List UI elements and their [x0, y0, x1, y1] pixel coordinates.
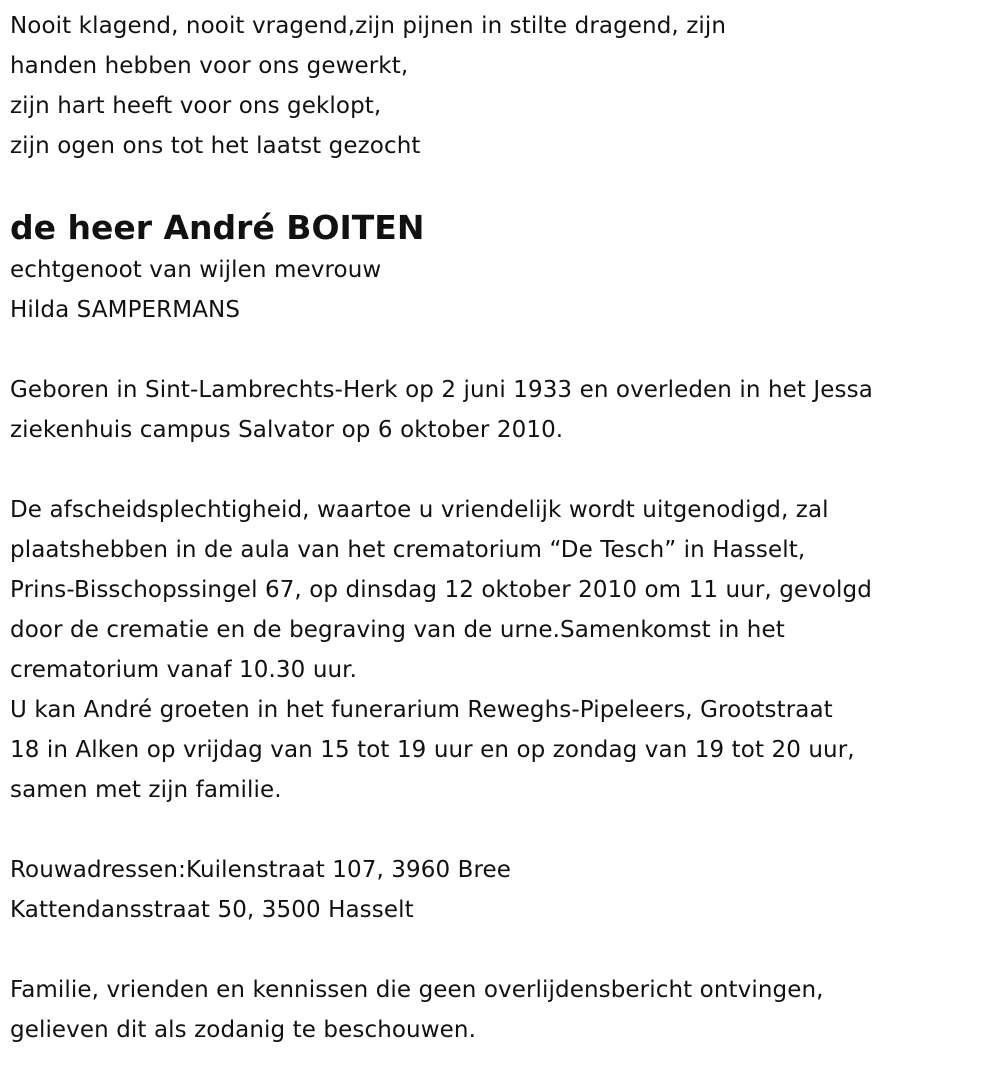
poem-line: handen hebben voor ons gewerkt, [10, 53, 409, 79]
poem-line: Nooit klagend, nooit vragend,zijn pijnen in stilte dragend, zijn [10, 13, 727, 39]
paragraph-line: door de crematie en de begraving van de urne.Samenkomst in het [10, 617, 785, 643]
relation-line: Hilda SAMPERMANS [10, 297, 241, 323]
poem-line: zijn hart heeft voor ons geklopt, [10, 93, 382, 119]
relation-line: echtgenoot van wijlen mevrouw [10, 257, 382, 283]
address-line: Kattendansstraat 50, 3500 Hasselt [10, 897, 414, 923]
obituary-notice [10, 6, 995, 1050]
paragraph-line: 18 in Alken op vrijdag van 15 tot 19 uur en op zondag van 19 tot 20 uur, [10, 737, 855, 763]
paragraph-line: crematorium vanaf 10.30 uur. [10, 657, 358, 683]
paragraph-line: U kan André groeten in het funerarium Reweghs-Pipeleers, Grootstraat [10, 697, 833, 723]
paragraph-line: plaatshebben in de aula van het crematorium “De Tesch” in Hasselt, [10, 537, 806, 563]
paragraph-line: De afscheidsplechtigheid, waartoe u vriendelijk wordt uitgenodigd, zal [10, 497, 829, 523]
relation-block [10, 250, 995, 330]
paragraph-line: Familie, vrienden en kennissen die geen overlijdensbericht ontvingen, [10, 977, 824, 1003]
ceremony-paragraph [10, 490, 995, 810]
addresses-paragraph [10, 850, 995, 930]
paragraph-line: samen met zijn familie. [10, 777, 282, 803]
poem-line: zijn ogen ons tot het laatst gezocht [10, 133, 421, 159]
paragraph-line: Prins-Bisschopssingel 67, op dinsdag 12 oktober 2010 om 11 uur, gevolgd [10, 577, 872, 603]
address-line: Rouwadressen:Kuilenstraat 107, 3960 Bree [10, 857, 512, 883]
poem-block [10, 6, 995, 166]
closing-paragraph [10, 970, 995, 1050]
paragraph-line: gelieven dit als zodanig te beschouwen. [10, 1017, 476, 1043]
paragraph-line: Geboren in Sint-Lambrechts-Herk op 2 juni 1933 en overleden in het Jessa [10, 377, 873, 403]
deceased-name: de heer André BOITEN [10, 208, 425, 247]
paragraph-line: ziekenhuis campus Salvator op 6 oktober 2010. [10, 417, 564, 443]
birth-death-paragraph [10, 370, 995, 450]
